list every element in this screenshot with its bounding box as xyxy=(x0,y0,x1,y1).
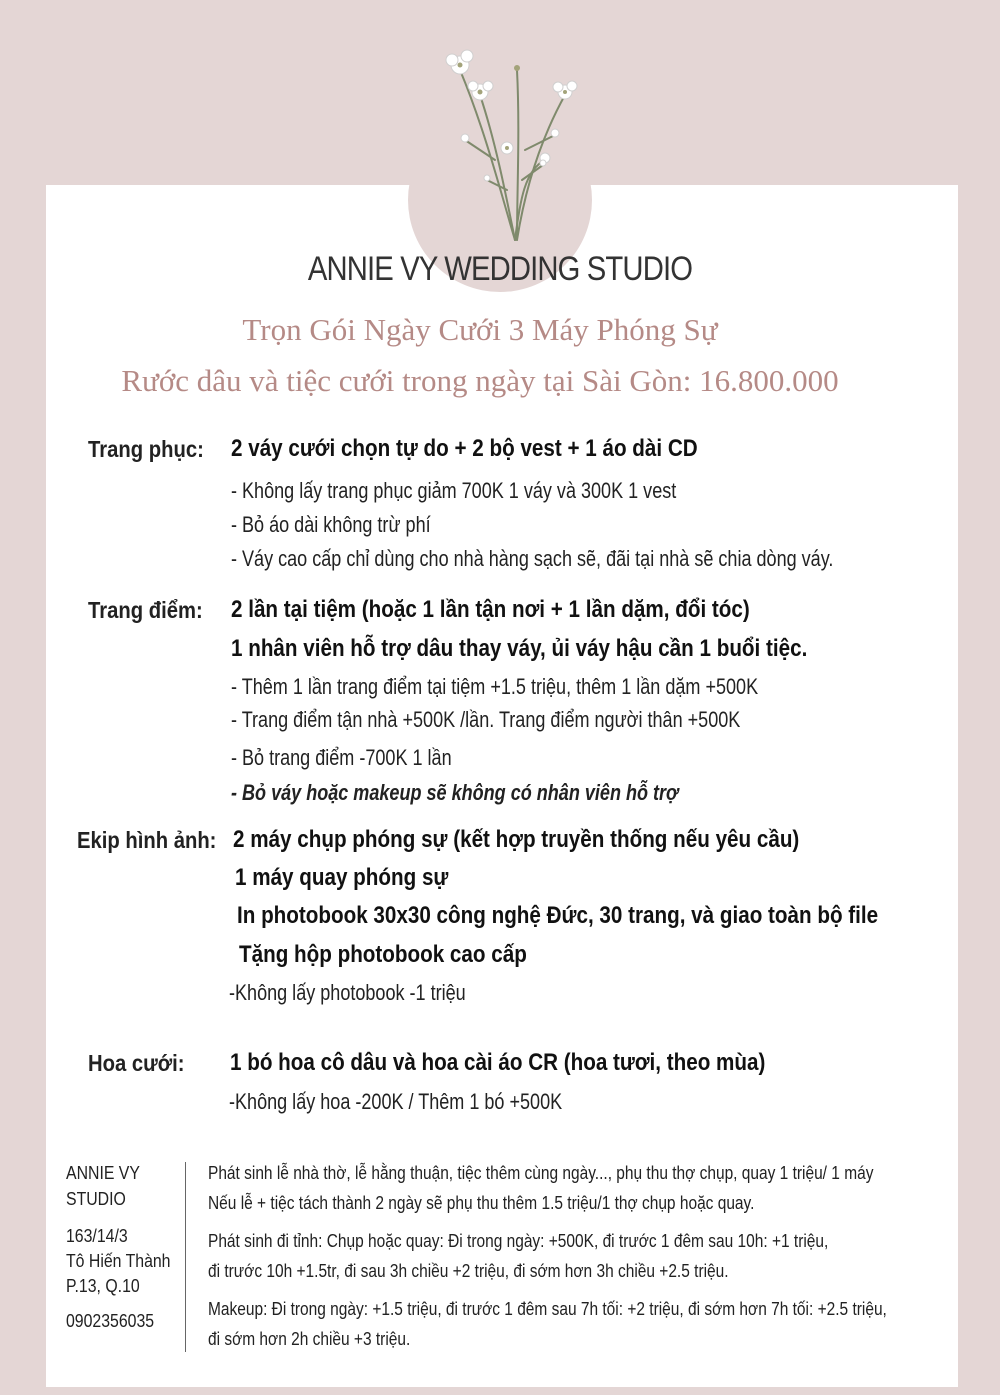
footer-address-line-1: 163/14/3 xyxy=(66,1226,128,1246)
footer-note-2: Nếu lễ + tiệc tách thành 2 ngày sẽ phụ thu thêm 1.5 triệu/1 thợ chụp hoặc quay. xyxy=(208,1193,755,1213)
costume-label: Trang phục: xyxy=(88,436,204,462)
flowers-note-1: -Không lấy hoa -200K / Thêm 1 bó +500K xyxy=(229,1089,563,1114)
footer-note-6: đi sớm hơn 2h chiều +3 triệu. xyxy=(208,1329,411,1349)
flowers-main: 1 bó hoa cô dâu và hoa cài áo CR (hoa tươi, theo mùa) xyxy=(230,1049,766,1076)
makeup-note-3: - Bỏ trang điểm -700K 1 lần xyxy=(231,745,452,770)
footer-note-4: đi trước 10h +1.5tr, đi sau 3h chiều +2 triệu, đi sớm hơn 3h chiều +2.5 triệu. xyxy=(208,1261,729,1281)
makeup-note-2: - Trang điểm tận nhà +500K /lần. Trang điểm người thân +500K xyxy=(231,707,741,732)
makeup-note-4: - Bỏ váy hoặc makeup sẽ không có nhân viên hỗ trợ xyxy=(231,780,679,805)
baby-breath-flower-icon xyxy=(425,40,585,250)
makeup-note-1: - Thêm 1 lần trang điểm tại tiệm +1.5 triệu, thêm 1 lần dặm +500K xyxy=(231,674,759,699)
makeup-label: Trang điểm: xyxy=(88,597,203,623)
footer-note-3: Phát sinh đi tỉnh: Chụp hoặc quay: Đi trong ngày: +500K, đi trước 1 đêm sau 10h: +1 triệu, xyxy=(208,1231,829,1251)
costume-main: 2 váy cưới chọn tự do + 2 bộ vest + 1 áo dài CD xyxy=(231,435,698,462)
studio-name: ANNIE VY WEDDING STUDIO xyxy=(307,250,693,288)
costume-note-3: - Váy cao cấp chỉ dùng cho nhà hàng sạch sẽ, đãi tại nhà sẽ chia dòng váy. xyxy=(231,546,834,571)
footer-note-1: Phát sinh lễ nhà thờ, lễ hằng thuận, tiệc thêm cùng ngày..., phụ thu thợ chụp, quay 1 triệu/ 1 máy xyxy=(208,1163,874,1183)
crew-main-1: 2 máy chụp phóng sự (kết hợp truyền thống nếu yêu cầu) xyxy=(233,826,800,853)
crew-main-3: In photobook 30x30 công nghệ Đức, 30 trang, và giao toàn bộ file xyxy=(237,902,879,929)
crew-note-1: -Không lấy photobook -1 triệu xyxy=(229,980,466,1005)
costume-note-2: - Bỏ áo dài không trừ phí xyxy=(231,512,431,537)
makeup-main-1: 2 lần tại tiệm (hoặc 1 lần tận nơi + 1 lần dặm, đổi tóc) xyxy=(231,596,750,623)
package-subtitle: Rước dâu và tiệc cưới trong ngày tại Sài Gòn: 16.800.000 xyxy=(121,363,839,398)
footer-address-line-2: Tô Hiến Thành xyxy=(66,1251,171,1271)
flowers-label: Hoa cưới: xyxy=(88,1050,185,1076)
footer-note-5: Makeup: Đi trong ngày: +1.5 triệu, đi trước 1 đêm sau 7h tối: +2 triệu, đi sớm hơn 7h tối: +2.5 triệu, xyxy=(208,1299,887,1319)
footer-studio-line-2: STUDIO xyxy=(66,1189,126,1209)
crew-main-2: 1 máy quay phóng sự xyxy=(235,864,449,891)
footer-address-line-3: P.13, Q.10 xyxy=(66,1276,140,1296)
crew-main-4: Tặng hộp photobook cao cấp xyxy=(239,941,527,968)
package-title: Trọn Gói Ngày Cưới 3 Máy Phóng Sự xyxy=(242,312,718,347)
footer-phone: 0902356035 xyxy=(66,1311,155,1331)
costume-note-1: - Không lấy trang phục giảm 700K 1 váy và 300K 1 vest xyxy=(231,478,677,503)
footer-studio-line-1: ANNIE VY xyxy=(66,1163,140,1183)
makeup-main-2: 1 nhân viên hỗ trợ dâu thay váy, ủi váy hậu cần 1 buổi tiệc. xyxy=(231,635,808,662)
crew-label: Ekip hình ảnh: xyxy=(77,827,217,853)
footer-divider xyxy=(185,1162,186,1352)
